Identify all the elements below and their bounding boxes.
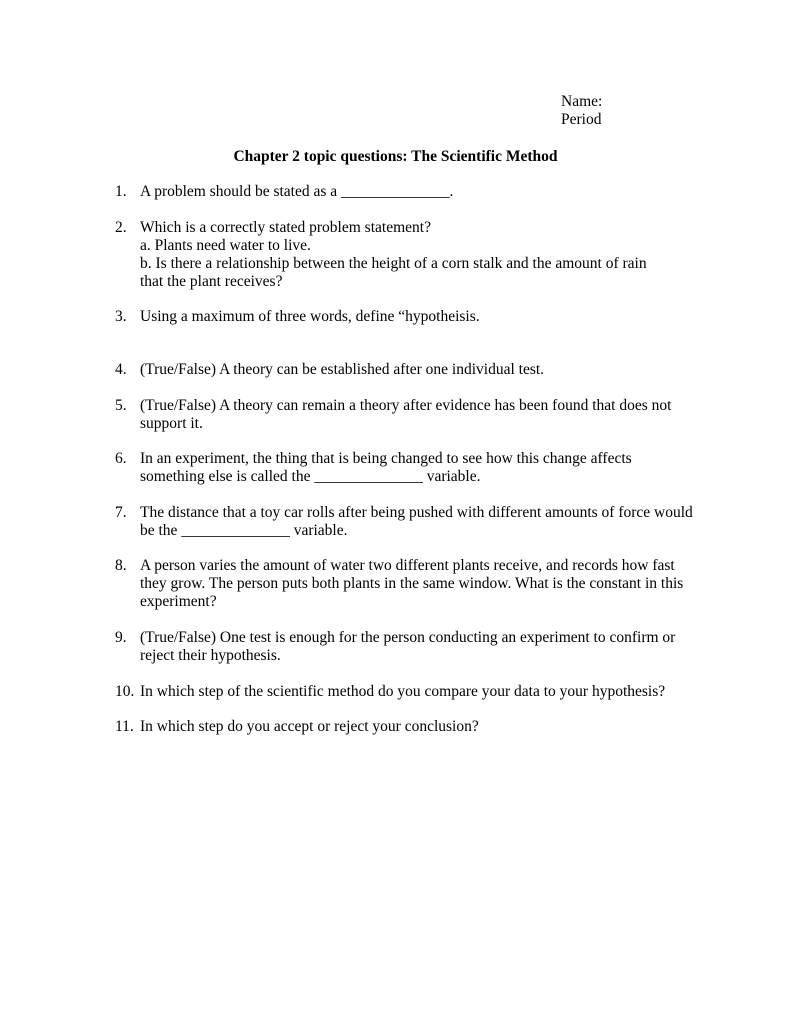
answer-choice-b: b. Is there a relationship between the height of a corn stalk and the amount of rain [140,255,647,272]
question-text-continued: be the ______________ variable. [140,522,348,539]
question-number: 9. [115,629,127,646]
answer-choice-b-continued: that the plant receives? [140,273,283,290]
page-title: Chapter 2 topic questions: The Scientific Method [233,148,558,165]
question-10 [115,683,715,701]
question-2 [115,219,715,291]
question-text-continued: they grow. The person puts both plants in the same window. What is the constant in this [140,575,684,592]
question-5 [115,397,715,433]
question-7 [115,504,715,540]
name-label: Name: [561,93,603,110]
question-text-continued: reject their hypothesis. [140,647,281,664]
question-text: The distance that a toy car rolls after being pushed with different amounts of force would [140,504,693,521]
question-number: 11. [115,718,134,735]
question-number: 2. [115,219,127,236]
question-number: 10. [115,683,135,700]
question-11 [115,718,715,736]
question-9 [115,629,715,665]
question-text: (True/False) One test is enough for the person conducting an experiment to confirm or [140,629,676,646]
question-number: 8. [115,557,127,574]
question-number: 7. [115,504,127,521]
question-text: (True/False) A theory can remain a theory after evidence has been found that does not [140,397,672,414]
question-text: In which step of the scientific method do you compare your data to your hypothesis? [140,683,666,700]
question-text: In an experiment, the thing that is being changed to see how this change affects [140,450,632,467]
question-text-continued: support it. [140,415,203,432]
question-1 [115,183,715,201]
question-text: (True/False) A theory can be established after one individual test. [140,361,545,378]
period-label: Period [561,111,602,128]
question-number: 5. [115,397,127,414]
question-4 [115,361,715,379]
question-text-continued: something else is called the ______________ variable. [140,468,481,485]
question-6 [115,450,715,486]
student-info-header [561,93,761,129]
question-3 [115,308,715,326]
question-number: 1. [115,183,127,200]
question-number: 3. [115,308,127,325]
question-text: In which step do you accept or reject your conclusion? [140,718,479,735]
answer-choice-a: a. Plants need water to live. [140,237,311,254]
question-8 [115,557,715,611]
question-text: A problem should be stated as a ______________. [140,183,454,200]
question-number: 4. [115,361,127,378]
question-text: A person varies the amount of water two different plants receive, and records how fast [140,557,675,574]
question-text-continued: experiment? [140,593,217,610]
question-text: Which is a correctly stated problem statement? [140,219,431,236]
question-number: 6. [115,450,127,467]
question-text: Using a maximum of three words, define “hypotheisis. [140,308,480,325]
